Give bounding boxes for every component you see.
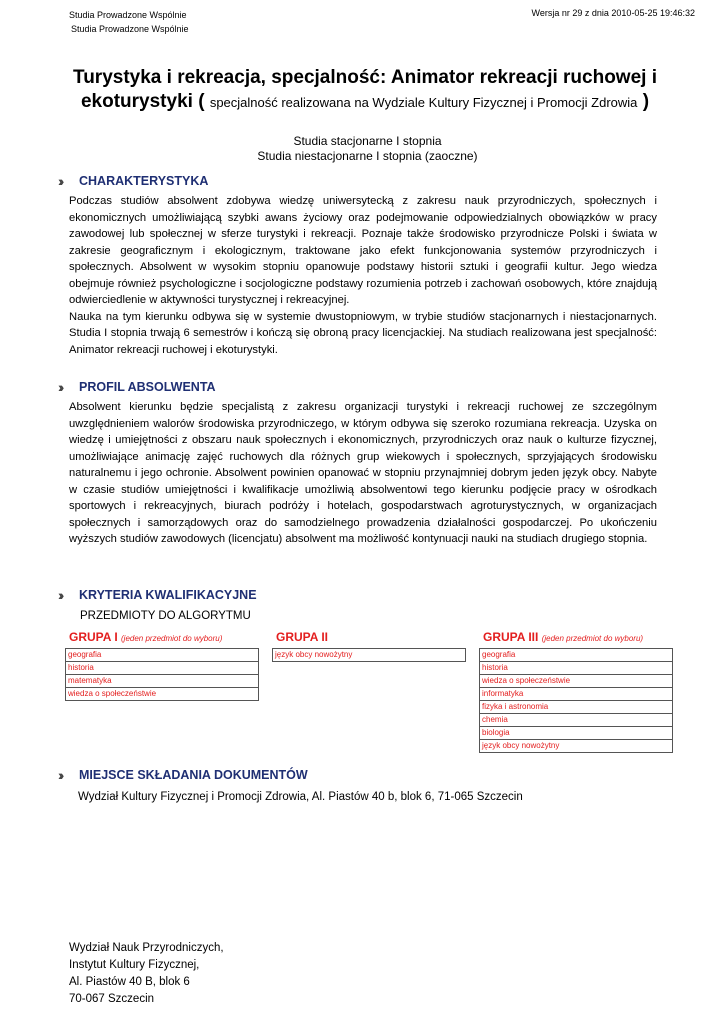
- table-row: [480, 740, 673, 753]
- chevron-right-icon: ››: [58, 173, 62, 189]
- subject-cell: biologia: [480, 727, 673, 740]
- subject-cell: historia: [480, 662, 673, 675]
- footer-address: [69, 940, 224, 1008]
- subject-cell: chemia: [480, 714, 673, 727]
- group-note: (jeden przedmiot do wyboru): [541, 634, 644, 643]
- section-title: MIEJSCE SKŁADANIA DOKUMENTÓW: [79, 768, 308, 782]
- study-mode-2: Studia niestacjonarne I stopnia (zaoczne): [257, 149, 478, 163]
- section-title: KRYTERIA KWALIFIKACYJNE: [79, 588, 257, 602]
- table-row: [480, 701, 673, 714]
- paragraph: Absolwent kierunku będzie specjalistą z zakresu organizacji turystyki i rekreacji ruchowej ze szczególnym uwzględnieniem walorów środowiska przyrodniczego, w którym odbywa się szeroko rozumiana rekreacja. Uzyska on wiedzę i umiejętności z obszaru nauk społecznych i ekonomicznych, przyrodniczych oraz nauk o kulturze fizycznej, umożliwiające animację zajęć ruchowych dla różnych grup wiekowych i społecznych, sprzyjających środowisku naturalnemu i jego ochronie. Absolwent powinien opanować w stopniu przynajmniej dobrym jeden język obcy. Nabyte w czasie studiów umiejętności i kwalifikacje umożliwią absolwentowi tego kierunku podjęcie pracy w ośrodkach sportowych i rekreacyjnych, biurach podróży i hotelach, gospodarstwach agroturystycznych, w organizacjach społecznych i samorządowych oraz do samodzielnego prowadzenia działalności gospodarczej. Po ukończeniu wyższych studiów zawodowych (licencjatu) absolwent ma możliwość kontynuacji nauki na studiach drugiego stopnia.: [69, 401, 657, 545]
- group-3-table: [479, 648, 673, 753]
- chevron-right-icon: ››: [58, 767, 62, 783]
- title-line-2: [55, 90, 675, 115]
- version-label: Wersja nr 29 z dnia 2010-05-25 19:46:32: [531, 8, 695, 18]
- paragraph: Podczas studiów absolwent zdobywa wiedzę uniwersytecką z zakresu nauk przyrodniczych, społecznych i ekonomicznych umożliwiającą szybki awans życiowy oraz podejmowanie odpowiedzialnych obowiązków w pracy zawodowej lub społecznej w sferze turystyki i rekreacji. Poznaje także środowisko przyrodnicze Polski i świata w zakresie geograficznym i ekologicznym, traktowane jako efekt funkcjonowania systemów przyrodniczych i społecznych. Absolwent w wysokim stopniu opanowuje podstawy historii sztuki i geografii kultur. Jego wiedza obejmuje również psychologiczne i socjologiczne podstawy rozumienia potrzeb i zachowań osobowych, które znajdują odwierciedlenie w aktywności turystycznej i rekreacyjnej.: [69, 195, 657, 306]
- subject-cell: wiedza o społeczeństwie: [480, 675, 673, 688]
- footer-line: Instytut Kultury Fizycznej,: [69, 959, 200, 971]
- title-line-1: Turystyka i rekreacja, specjalność: Animator rekreacji ruchowej i: [73, 67, 657, 88]
- table-row: [480, 649, 673, 662]
- paragraph: Nauka na tym kierunku odbywa się w systemie dwustopniowym, w trybie studiów stacjonarnych i niestacjonarnych. Studia I stopnia trwają 6 semestrów i kończą się obroną pracy licencjackiej. Na studiach realizowana jest specjalność: Animator rekreacji ruchowej i ekoturystyki.: [69, 310, 657, 356]
- group-1-title: [69, 630, 222, 644]
- table-row: [480, 662, 673, 675]
- title-main-2: ekoturystyki: [80, 91, 193, 112]
- group-2-table: [272, 648, 466, 662]
- subject-cell: matematyka: [66, 675, 259, 688]
- section-heading-kryteria: [58, 587, 257, 603]
- title-paren-close: ): [642, 91, 650, 112]
- page-title: [55, 66, 675, 115]
- page-header-left: [69, 8, 189, 36]
- table-row: [273, 649, 466, 662]
- group-2-title: [276, 630, 328, 644]
- table-row: [66, 662, 259, 675]
- footer-line: 70-067 Szczecin: [69, 993, 155, 1005]
- chevron-right-icon: ››: [58, 587, 62, 603]
- subject-cell: język obcy nowożytny: [480, 740, 673, 753]
- table-row: [480, 727, 673, 740]
- section-heading-miejsce: [58, 767, 308, 783]
- table-row: [66, 688, 259, 701]
- study-mode-1: Studia stacjonarne I stopnia: [293, 134, 442, 148]
- title-specialization: specjalność realizowana na Wydziale Kultury Fizycznej i Promocji Zdrowia: [209, 95, 638, 110]
- group-name: GRUPA II: [276, 630, 329, 644]
- submission-address: Wydział Kultury Fizycznej i Promocji Zdrowia, Al. Piastów 40 b, blok 6, 71-065 Szczecin: [78, 791, 523, 803]
- subject-cell: wiedza o społeczeństwie: [66, 688, 259, 701]
- group-note: (jeden przedmiot do wyboru): [121, 634, 223, 643]
- section-heading-charakterystyka: [58, 173, 208, 189]
- table-row: [480, 714, 673, 727]
- subject-cell: historia: [66, 662, 259, 675]
- subject-cell: geografia: [66, 649, 259, 662]
- section-body-profil: [69, 399, 657, 548]
- group-3-title: [483, 630, 643, 644]
- section-body-charakterystyka: [69, 193, 657, 358]
- subject-cell: język obcy nowożytny: [273, 649, 466, 662]
- chevron-right-icon: ››: [58, 379, 62, 395]
- group-name: GRUPA III: [483, 630, 539, 644]
- header-line-1: Studia Prowadzone Wspólnie: [69, 10, 187, 20]
- footer-line: Al. Piastów 40 B, blok 6: [69, 976, 190, 988]
- study-modes: [0, 134, 725, 164]
- title-paren-open: (: [198, 91, 205, 112]
- table-row: [480, 675, 673, 688]
- subject-cell: geografia: [480, 649, 673, 662]
- header-line-2: Studia Prowadzone Wspólnie: [71, 24, 189, 34]
- subject-cell: fizyka i astronomia: [480, 701, 673, 714]
- algorithm-subheading: PRZEDMIOTY DO ALGORYTMU: [80, 610, 251, 622]
- section-title: CHARAKTERYSTYKA: [79, 174, 209, 188]
- footer-line: Wydział Nauk Przyrodniczych,: [69, 942, 224, 954]
- group-1-table: [65, 648, 259, 701]
- table-row: [480, 688, 673, 701]
- group-name: GRUPA I: [69, 630, 118, 644]
- table-row: [66, 675, 259, 688]
- section-title: PROFIL ABSOLWENTA: [79, 380, 216, 394]
- subject-cell: informatyka: [480, 688, 673, 701]
- section-heading-profil: [58, 379, 216, 395]
- table-row: [66, 649, 259, 662]
